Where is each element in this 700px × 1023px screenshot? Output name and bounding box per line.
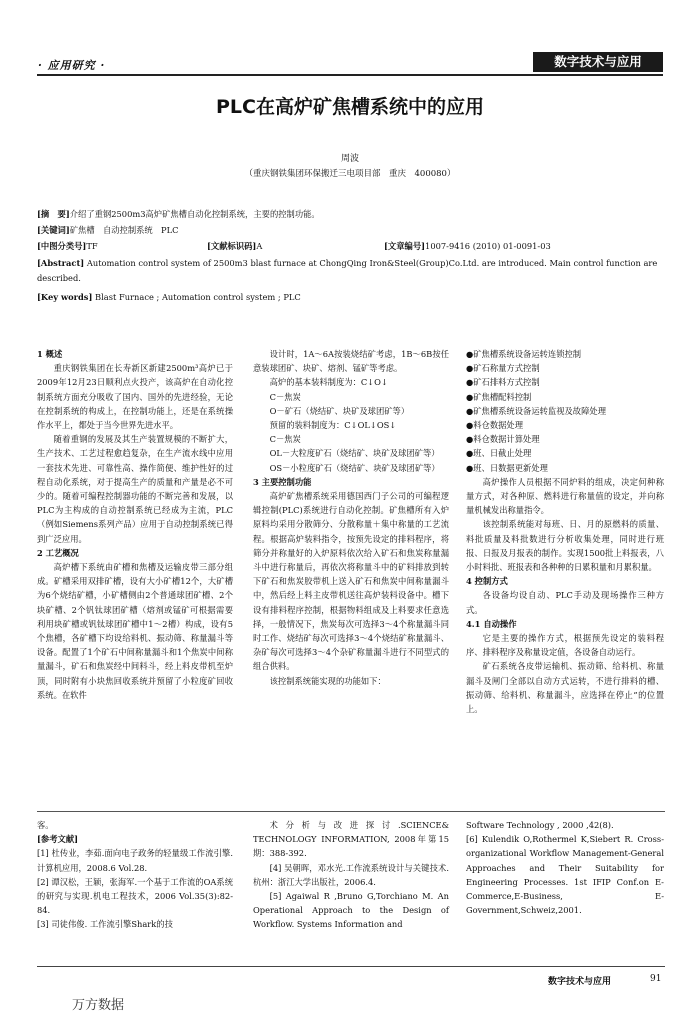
watermark: 万方数据 <box>72 998 125 1013</box>
col3-paragraph: ●料仓数据计算处理 <box>466 434 540 445</box>
abstract-zh: [摘 要]介绍了重钢2500m3高炉矿焦槽自动化控制系统，主要的控制功能。 <box>37 209 320 219</box>
col3-paragraph: 矿石系统各皮带运输机、振动筛、给料机、称量漏斗及闸门全部以自动方式运转，不进行排料的槽、振动筛、给料机、称量漏斗，应选择在停止”的位置上。 <box>466 661 664 715</box>
footer-journal: 数字技术与应用 <box>548 977 612 987</box>
col1-paragraph: 1 概述 <box>37 349 63 359</box>
journal-badge: 数字技术与应用 <box>533 52 663 72</box>
col3-paragraph: ●矿焦槽系统设备运转监视及故障处理 <box>466 405 606 416</box>
col2-paragraph: 3 主要控制功能 <box>253 476 312 487</box>
col2-paragraph: OS－小粒度矿石（烧结矿、块矿及球团矿等） <box>269 462 440 473</box>
header-rule <box>37 74 663 76</box>
col2-paragraph: C－焦炭 <box>269 391 301 402</box>
col2-paragraph: OL－大粒度矿石（烧结矿、块矿及球团矿等） <box>269 448 440 459</box>
ref1-paragraph: [2] 谭汉松，王颖，张海军.一个基于工作流的OA系统的研究与实现.机电工程技术，2006 Vol.35(3):82-84. <box>37 876 233 916</box>
col2-paragraph: O－矿石（烧结矿、块矿及球团矿等） <box>269 405 410 416</box>
article-title: PLC在高炉矿焦槽系统中的应用 <box>216 96 484 118</box>
body-column-1 <box>37 347 233 702</box>
footer-rule <box>37 966 665 967</box>
col3-paragraph: ●矿石称量方式控制 <box>466 363 540 374</box>
references-column-2 <box>253 818 449 932</box>
ref1-paragraph: [1] 杜传业，李茹.面向电子政务的轻量级工作流引擎.计算机应用，2008.6 Vol.28. <box>37 848 233 873</box>
col1-paragraph: 2 工艺概况 <box>37 547 79 558</box>
col1-paragraph: 随着重钢的发展及其生产装置规模的不断扩大，生产技术、工艺过程愈趋复杂，在生产流水线中应用一套技术先进、可靠性高、操作简便、维护性好的过程自动化系统，对于提高生产的质量和产量是必不可少的。随着可编程控制器功能的不断完善和发展，以PLC为主构成的自动控制系统已经成为主流，PLC（例如Siemens系列产品）应用于自动控制系统已得到广泛应用。 <box>37 434 233 544</box>
col3-paragraph: ●矿焦槽配料控制 <box>466 391 532 402</box>
col3-paragraph: 该控制系统能对每班、日、月的原燃料的质量、料批质量及料批数进行分析收集处理，同时进行班报、日报及月报表的制作。实现1500批上料报表，八小时料批、班报表和各种种的日累积量和月累积量。 <box>466 519 664 573</box>
abstract-en: [Abstract] Automation control system of 2500m3 blast furnace at ChongQing Iron&Steel(Group)Co.Ltd. are introduced. Main control function are described. <box>37 258 658 283</box>
body-column-3 <box>466 347 664 716</box>
col2-paragraph: 预留的装料制度为：C↓OL↓OS↓ <box>269 420 397 431</box>
keywords-zh: [关键词]矿焦槽 自动控制系统 PLC <box>37 225 179 235</box>
col3-paragraph: ●矿石排料方式控制 <box>466 377 540 388</box>
col1-paragraph: 高炉槽下系统由矿槽和焦槽及运输皮带三部分组成。矿槽采用双排矿槽，设有大小矿槽12个，大矿槽为6个烧结矿槽，小矿槽侧由2个普通球团矿槽、2个块矿槽、2个钒钛球团矿槽（熔剂或锰矿可根据需要利用块矿槽或钒钛球团矿槽中1～2槽）构成，设有5个焦槽，各矿槽下均设给料机、振动筛、称量漏斗等设备。配置了1个矿石中间称量漏斗和1个焦炭中间称量漏斗，矿石和焦炭经中间料斗，经上料皮带机至炉顶，同时附有小块焦回收系统并预留了小粒度矿回收系统。在软件 <box>37 562 233 700</box>
col1-paragraph: 重庆钢铁集团在长寿新区新建2500m³高炉已于2009年12月23日顺利点火投产，该高炉在自动化控制系统方面充分吸收了国内、国外的先进经验，无论在控制系统的构成上，在控制功能上，还是在系统操作水平上，都处于当今世界先进水平。 <box>37 363 233 431</box>
body-column-2 <box>253 347 449 688</box>
ref2-paragraph: [5] Agaiwal R ,Bruno G,Torchiano M. An Operational Approach to the Design of Workflow. Systems Information and <box>253 891 449 930</box>
col2-paragraph: 高炉矿焦槽系统采用德国西门子公司的可编程逻辑控制(PLC)系统进行自动化控制。矿焦槽所有入炉原料均采用分散筛分、分散称量＋集中称量的工艺流程。根据高炉装料指令，按预先设定的排料程序，将筛分并称量好的入炉原料依次给入矿石和焦炭称量漏斗中进行称量后，再依次将称量斗中的矿料排放到转下矿石和焦炭胶带机上送入矿石和焦炭中间称量漏斗中，然后经上料主皮带机送往高炉装料设备中。槽下设有排料程序控制，根据物料组成及上料要求任意选择，一般情况下，焦炭每次可选择3～4个称量漏斗同时工作、烧结矿每次可选择3～4个烧结矿称量漏斗、杂矿每次可选择3～4个杂矿称量漏斗进行不同型式的组合供料。 <box>253 491 449 672</box>
ref2-paragraph: 术分析与改进探讨.SCIENCE& TECHNOLOGY INFORMATION, 2008年第15期：388-392. <box>253 820 449 859</box>
col3-paragraph: 各设备均设自动、PLC手动及现场操作三种方式。 <box>466 590 664 615</box>
ref1-paragraph: 客。 <box>37 820 54 830</box>
author: 周波 <box>340 154 359 164</box>
ref3-paragraph: Software Technology , 2000 ,42(8). <box>466 820 614 830</box>
col3-paragraph: ●班、日截止处理 <box>466 448 532 459</box>
affiliation: （重庆钢铁集团环保搬迁三电项目部 重庆 400080） <box>244 169 456 179</box>
col2-paragraph: 高炉的基本装料制度为：C↓O↓ <box>269 377 388 388</box>
col3-paragraph: ●料仓数据处理 <box>466 420 524 431</box>
col3-paragraph: ●矿焦槽系统设备运转连锁控制 <box>466 349 582 359</box>
col2-paragraph: C－焦炭 <box>269 434 301 445</box>
ref1-paragraph: [参考文献] <box>37 834 79 845</box>
references-column-3 <box>466 818 664 917</box>
col3-paragraph: ●班、日数据更新处理 <box>466 462 548 473</box>
col3-paragraph: 它是主要的操作方式，根据预先设定的装料程序、排料程序及称量设定值，各设备自动运行。 <box>466 633 664 658</box>
section-label: · 应用研究 · <box>38 59 106 72</box>
ref2-paragraph: [4] 吴朝晖，邓水光.工作流系统设计与关键技术.杭州：浙江大学出版社，2006.4. <box>253 862 449 887</box>
ref1-paragraph: [3] 司徒伟俊. 工作流引擎Shark的技 <box>37 919 173 930</box>
references-column-1 <box>37 818 233 932</box>
ref3-paragraph: [6] Kulendik O,Rothermel K,Siebert R. Cross-organizational Workflow Management-General Approaches and Their Suitability for Engineering Processes. 1st IFIP Conf.on E-Commerce,E-Business, E-Government,Schweiz,2001. <box>466 834 664 916</box>
col3-paragraph: 4.1 自动操作 <box>466 618 517 629</box>
col2-paragraph: 设计时，1A～6A按装烧结矿考虑，1B～6B按任意装球团矿、块矿、熔剂、锰矿等考虑。 <box>253 349 449 374</box>
page-number: 91 <box>650 974 662 984</box>
col2-paragraph: 该控制系统能实现的功能如下： <box>269 675 386 686</box>
keywords-en: [Key words] Blast Furnace ; Automation control system ; PLC <box>37 292 301 302</box>
references-separator <box>37 811 665 812</box>
col3-paragraph: 4 控制方式 <box>466 576 508 587</box>
col3-paragraph: 高炉操作人员根据不同炉料的组成，决定何种称量方式，对各种原、燃料进行称量值的设定，并向称量机械发出称量指令。 <box>466 476 664 516</box>
